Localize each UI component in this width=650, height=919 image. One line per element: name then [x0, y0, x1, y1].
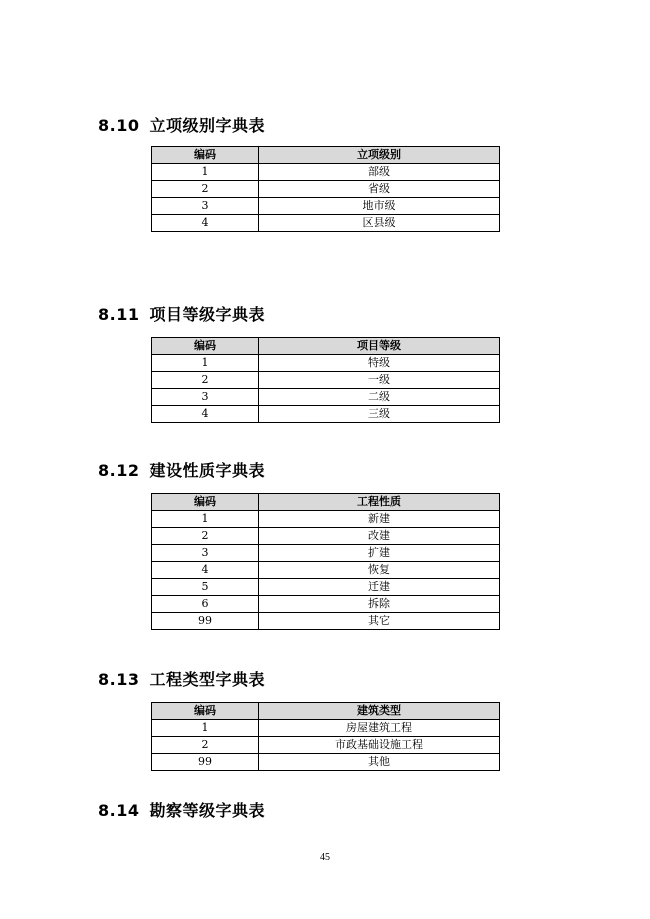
column-header-project-grade: 项目等级 — [259, 338, 500, 355]
cell-code: 2 — [152, 372, 259, 389]
table-row — [152, 406, 500, 423]
cell-value: 地市级 — [259, 198, 500, 215]
cell-value: 三级 — [259, 406, 500, 423]
cell-code: 2 — [152, 528, 259, 545]
cell-value: 其它 — [259, 613, 500, 630]
cell-code: 1 — [152, 720, 259, 737]
cell-value: 恢复 — [259, 562, 500, 579]
table-row — [152, 737, 500, 754]
cell-value: 省级 — [259, 181, 500, 198]
table-row — [152, 579, 500, 596]
table-row — [152, 720, 500, 737]
section-heading-8-13 — [98, 670, 265, 690]
table-row — [152, 215, 500, 232]
cell-code: 3 — [152, 545, 259, 562]
cell-value: 部级 — [259, 164, 500, 181]
table-row — [152, 754, 500, 771]
cell-value: 扩建 — [259, 545, 500, 562]
column-header-engineering-nature: 工程性质 — [259, 494, 500, 511]
cell-value: 一级 — [259, 372, 500, 389]
table-construction-nature — [151, 493, 500, 630]
cell-value: 特级 — [259, 355, 500, 372]
cell-code: 4 — [152, 215, 259, 232]
cell-code: 1 — [152, 355, 259, 372]
cell-code: 1 — [152, 164, 259, 181]
cell-value: 迁建 — [259, 579, 500, 596]
cell-code: 4 — [152, 406, 259, 423]
table-row — [152, 372, 500, 389]
table-row — [152, 511, 500, 528]
cell-code: 2 — [152, 737, 259, 754]
table-engineering-type — [151, 702, 500, 771]
table-header-row — [152, 494, 500, 511]
section-heading-8-14 — [98, 801, 265, 821]
cell-code: 3 — [152, 198, 259, 215]
table-project-approval-level — [151, 146, 500, 232]
cell-value: 二级 — [259, 389, 500, 406]
page-number: 45 — [320, 852, 330, 863]
table-row — [152, 545, 500, 562]
cell-code: 4 — [152, 562, 259, 579]
cell-code: 6 — [152, 596, 259, 613]
cell-value: 拆除 — [259, 596, 500, 613]
section-title: 勘察等级字典表 — [149, 801, 265, 820]
section-heading-8-11 — [98, 305, 265, 325]
cell-value: 市政基础设施工程 — [259, 737, 500, 754]
section-title: 建设性质字典表 — [149, 461, 265, 480]
section-title: 立项级别字典表 — [149, 116, 265, 135]
column-header-code: 编码 — [152, 703, 259, 720]
section-title: 工程类型字典表 — [149, 670, 265, 689]
section-number: 8.10 — [98, 116, 140, 135]
table-row — [152, 389, 500, 406]
table-project-grade — [151, 337, 500, 423]
section-number: 8.14 — [98, 801, 140, 820]
table-header-row — [152, 338, 500, 355]
section-title: 项目等级字典表 — [149, 305, 265, 324]
cell-code: 99 — [152, 754, 259, 771]
section-number: 8.11 — [98, 305, 140, 324]
column-header-code: 编码 — [152, 147, 259, 164]
table-row — [152, 355, 500, 372]
table-row — [152, 528, 500, 545]
section-number: 8.12 — [98, 461, 140, 480]
cell-code: 1 — [152, 511, 259, 528]
cell-value: 新建 — [259, 511, 500, 528]
column-header-approval-level: 立项级别 — [259, 147, 500, 164]
cell-value: 其他 — [259, 754, 500, 771]
table-row — [152, 596, 500, 613]
table-header-row — [152, 703, 500, 720]
table-header-row — [152, 147, 500, 164]
column-header-code: 编码 — [152, 494, 259, 511]
column-header-building-type: 建筑类型 — [259, 703, 500, 720]
cell-code: 5 — [152, 579, 259, 596]
cell-code: 2 — [152, 181, 259, 198]
section-heading-8-12 — [98, 461, 265, 481]
cell-value: 改建 — [259, 528, 500, 545]
cell-code: 99 — [152, 613, 259, 630]
cell-value: 区县级 — [259, 215, 500, 232]
table-row — [152, 164, 500, 181]
column-header-code: 编码 — [152, 338, 259, 355]
section-heading-8-10 — [98, 116, 265, 136]
table-row — [152, 613, 500, 630]
cell-value: 房屋建筑工程 — [259, 720, 500, 737]
section-number: 8.13 — [98, 670, 140, 689]
cell-code: 3 — [152, 389, 259, 406]
table-row — [152, 562, 500, 579]
table-row — [152, 198, 500, 215]
table-row — [152, 181, 500, 198]
